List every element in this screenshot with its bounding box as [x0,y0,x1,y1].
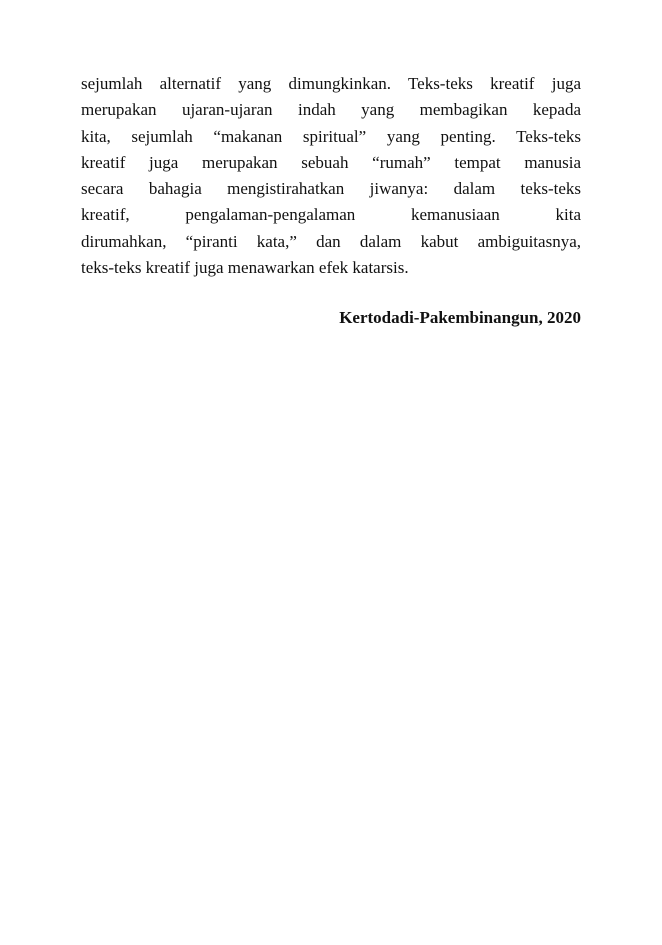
paragraph-line: kreatif, pengalaman-pengalaman kemanusiaan kita [81,205,581,225]
paragraph-line: sejumlah alternatif yang dimungkinkan. Teks-teks kreatif juga [81,74,581,93]
paragraph-line: kita, sejumlah “makanan spiritual” yang penting. Teks-teks [81,126,581,146]
paragraph-line: dirumahkan, “piranti kata,” dan dalam kabut ambiguitasnya, [81,231,581,251]
paragraph-line: secara bahagia mengistirahatkan jiwanya: dalam teks-teks [81,179,581,199]
body-paragraph [81,71,581,281]
paragraph-line: teks-teks kreatif juga menawarkan efek katarsis. [81,258,409,278]
paragraph-line: kreatif juga merupakan sebuah “rumah” tempat manusia [81,152,581,172]
place-date-signature: Kertodadi-Pakembinangun, 2020 [339,308,581,327]
paragraph-line: merupakan ujaran-ujaran indah yang membagikan kepada [81,100,581,120]
